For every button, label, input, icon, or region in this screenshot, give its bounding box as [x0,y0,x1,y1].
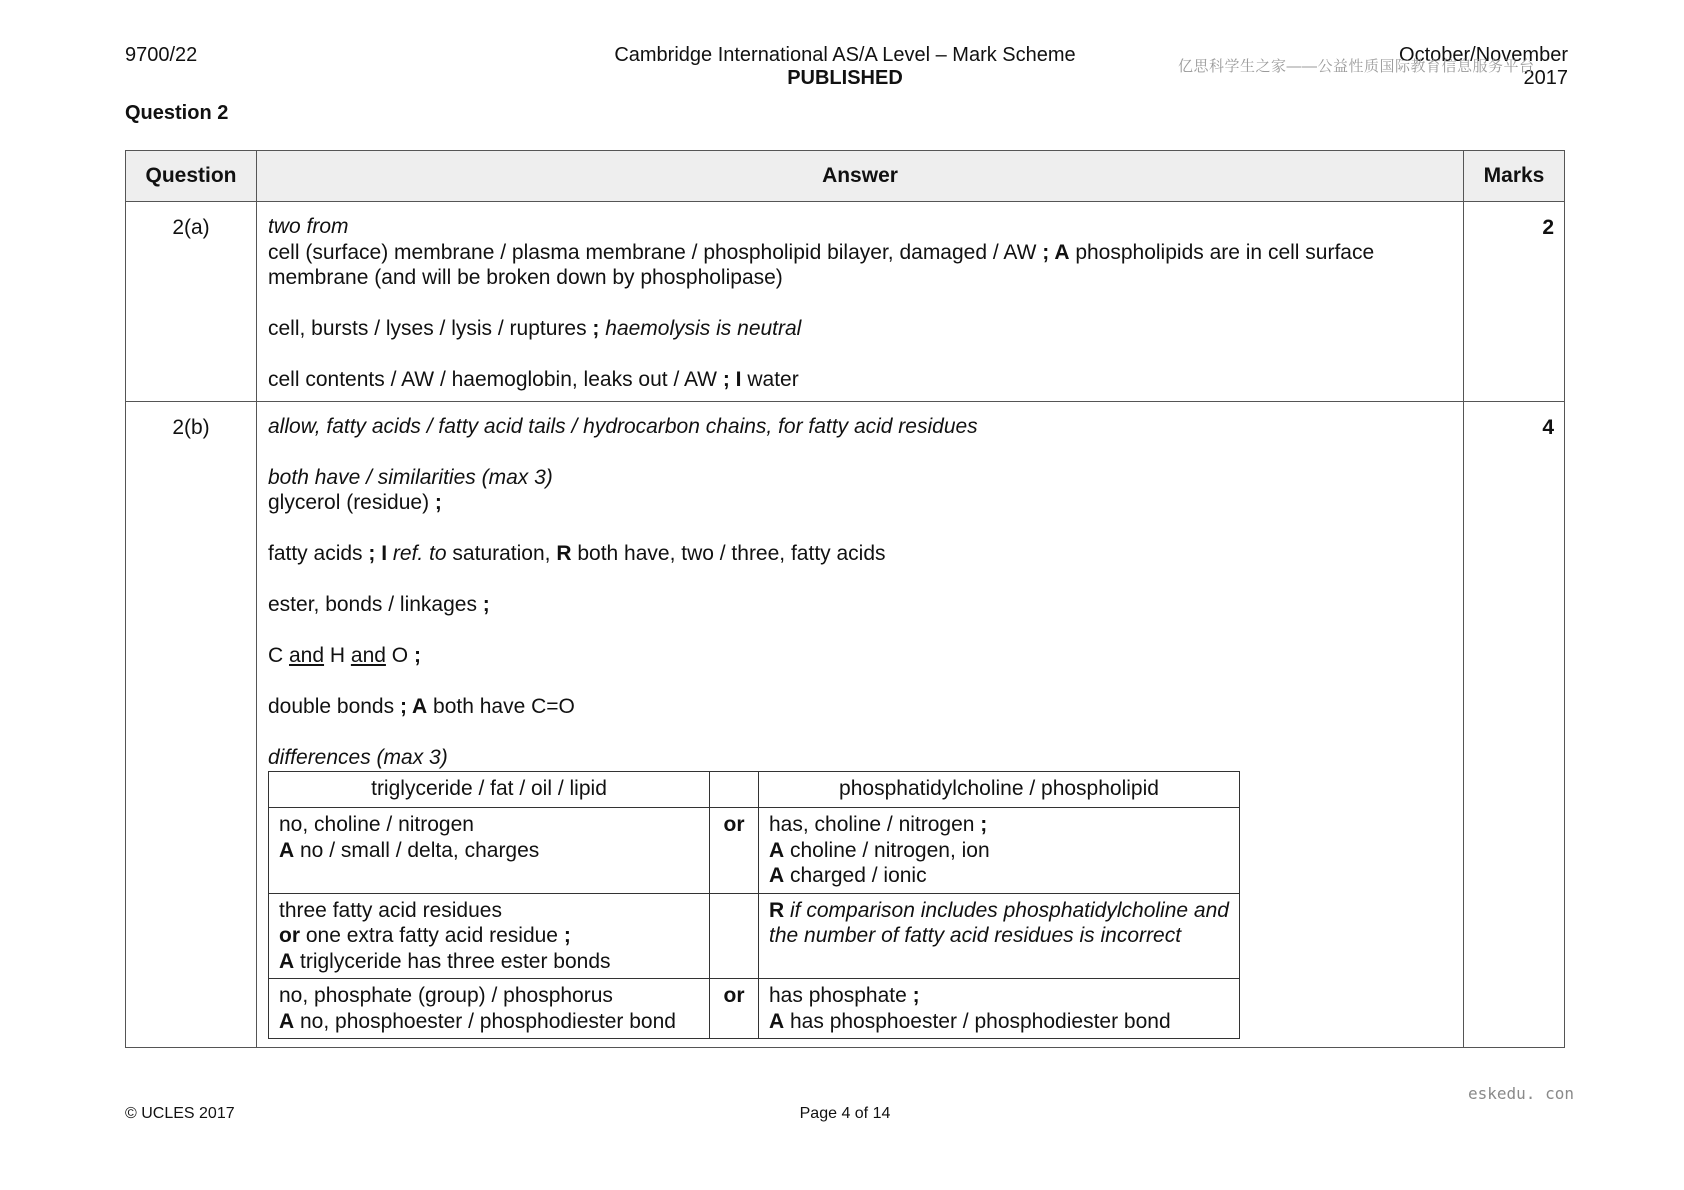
session-month: October/November [1399,44,1568,66]
marks-value: 4 [1464,401,1565,1048]
published-label: PUBLISHED [787,67,903,89]
differences-table [268,771,1240,1040]
phospholipid-cell: has phosphate ; A has phosphoester / phosphodiester bond [759,979,1240,1039]
marks-value: 2 [1464,202,1565,402]
phospholipid-cell: R if comparison includes phosphatidylcholine and the number of fatty acid residues is incorrect [759,893,1240,979]
or-cell: or [710,808,759,894]
answer-point: double bonds ; A both have C=O [268,695,575,718]
differences-col-triglyceride: triglyceride / fat / oil / lipid [269,771,710,808]
answer-point: ester, bonds / linkages ; [268,593,490,616]
mark-scheme-table [125,150,1565,1048]
answer-intro: two from [268,215,349,238]
answer-point: fatty acids ; I ref. to saturation, R both have, two / three, fatty acids [268,542,886,565]
answer-cell [257,401,1464,1048]
phospholipid-cell: has, choline / nitrogen ; A choline / nitrogen, ion A charged / ionic [759,808,1240,894]
table-row [269,808,1240,894]
question-heading: Question 2 [125,102,229,124]
question-number: 2(a) [126,202,257,402]
header-marks: Marks [1464,151,1565,202]
copyright-notice: © UCLES 2017 [125,1105,235,1122]
or-cell [710,893,759,979]
triglyceride-cell: three fatty acid residues or one extra fatty acid residue ; A triglyceride has three ester bonds [269,893,710,979]
table-header-row [126,151,1565,202]
answer-point: C and H and O ; [268,644,421,667]
question-number: 2(b) [126,401,257,1048]
triglyceride-cell: no, phosphate (group) / phosphorus A no, phosphoester / phosphodiester bond [269,979,710,1039]
header-question: Question [126,151,257,202]
session-year: 2017 [1523,67,1568,89]
answer-point: cell (surface) membrane / plasma membrane / phospholipid bilayer, damaged / AW ; A phospholipids are in cell surface membrane (and will be broken down by phospholipase) [268,240,1375,289]
similarities-heading: both have / similarities (max 3) [268,465,553,489]
page-number: Page 4 of 14 [799,1105,891,1122]
or-cell: or [710,979,759,1039]
table-row [126,202,1565,402]
answer-point: cell contents / AW / haemoglobin, leaks out / AW ; I water [268,368,799,391]
table-row [269,979,1240,1039]
answer-note: allow, fatty acids / fatty acid tails / hydrocarbon chains, for fatty acid residues [268,414,978,438]
differences-heading: differences (max 3) [268,746,448,769]
differences-col-spacer [710,771,759,808]
site-watermark: eskedu. con [1468,1084,1574,1103]
table-row [269,893,1240,979]
document-title: Cambridge International AS/A Level – Mark Scheme [614,44,1076,66]
differences-header-row [269,771,1240,808]
document-title-block [540,44,1150,90]
answer-point: cell, bursts / lyses / lysis / ruptures ; haemolysis is neutral [268,317,802,340]
answer-point: glycerol (residue) ; [268,491,442,514]
paper-code: 9700/22 [125,44,198,66]
triglyceride-cell: no, choline / nitrogen A no / small / delta, charges [269,808,710,894]
differences-col-phospholipid: phosphatidylcholine / phospholipid [759,771,1240,808]
answer-cell [257,202,1464,402]
header-answer: Answer [257,151,1464,202]
table-row [126,401,1565,1048]
watermark-text: 亿思科学生之家——公益性质国际教育信息服务平台 [1178,58,1535,75]
